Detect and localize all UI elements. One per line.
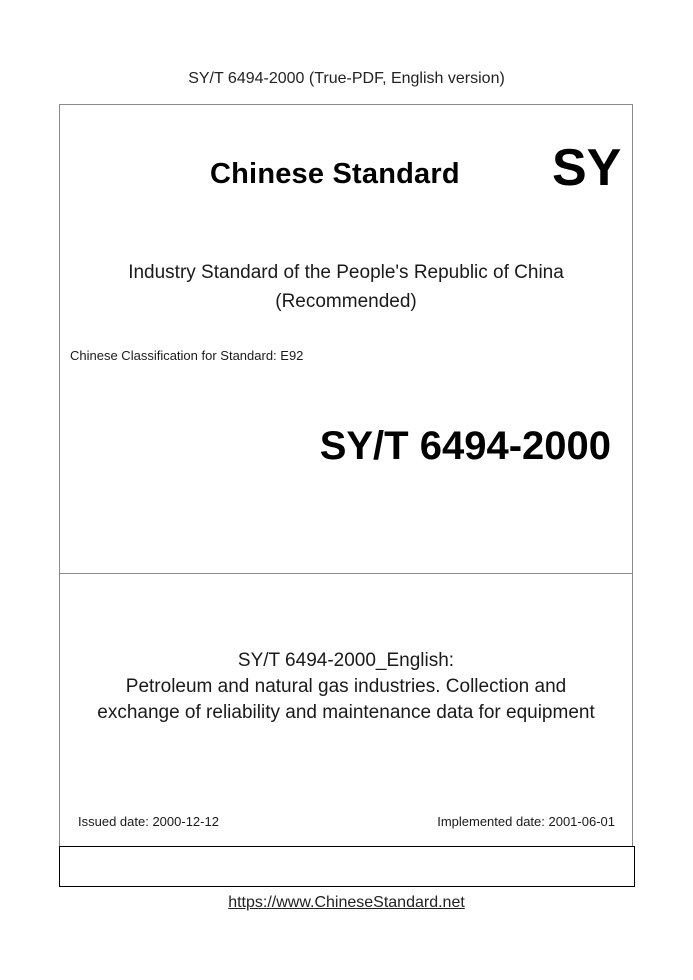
standard-number: SY/T 6494-2000 (319, 424, 611, 468)
issued-date: Issued date: 2000-12-12 (78, 814, 219, 829)
document-title-line-1: SY/T 6494-2000_English: (237, 650, 455, 671)
classification-text: Chinese Classification for Standard: E92 (70, 348, 304, 363)
industry-line-1: Industry Standard of the People's Republic of China (128, 262, 564, 283)
cover-title: Chinese Standard (210, 158, 460, 190)
document-title-line-2: Petroleum and natural gas industries. Collection and (125, 676, 567, 697)
page-header-caption: SY/T 6494-2000 (True-PDF, English version) (188, 70, 505, 87)
implemented-date: Implemented date: 2001-06-01 (437, 814, 615, 829)
standard-code-logo: SY (552, 139, 622, 197)
industry-line-2: (Recommended) (275, 291, 417, 312)
cover-bottom-box (59, 846, 635, 887)
document-title (59, 648, 633, 726)
website-link[interactable]: https://www.ChineseStandard.net (228, 894, 465, 911)
document-title-line-3: exchange of reliability and maintenance data for equipment (97, 702, 595, 723)
industry-standard-text (59, 258, 633, 316)
